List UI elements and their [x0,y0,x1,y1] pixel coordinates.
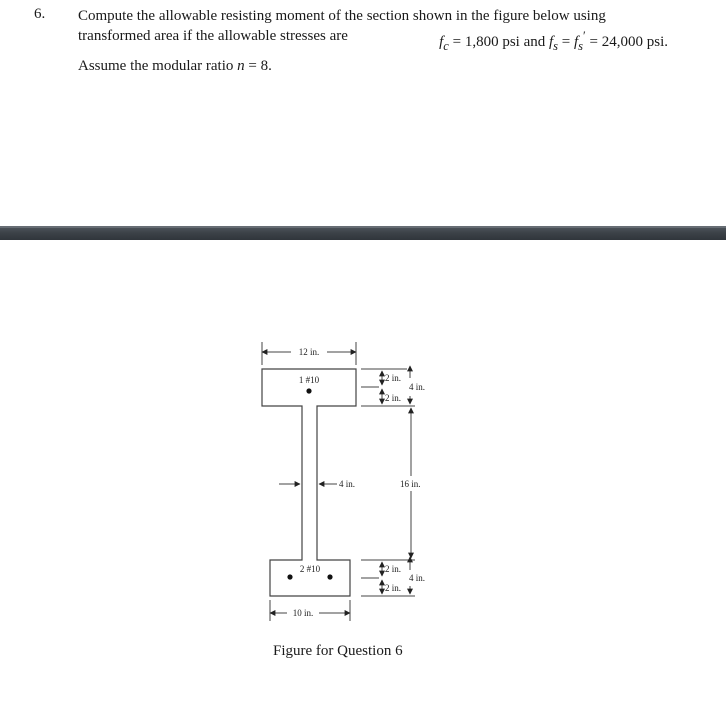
top-dim-b-label: 2 in. [385,393,402,403]
equals-sign: = [558,34,574,50]
n-symbol: n [237,58,245,74]
fc-value: = 1,800 psi and [448,34,546,50]
web-height-label: 16 in. [400,479,421,489]
beam-section-drawing [255,336,435,626]
bottom-dim-a-label: 2 in. [385,564,402,574]
bottom-rebar-left [287,574,292,579]
bottom-bar-label: 2 #10 [299,564,321,574]
fs-prime-symbol: f [574,34,579,50]
bottom-dim-total-label: 4 in. [409,573,426,583]
question-number: 6. [34,6,46,22]
fc-subscript: c [443,39,449,53]
bottom-rebar-right [327,574,332,579]
question-line-1-text: Compute the allowable resisting moment of the section shown in the figure below using [78,8,606,24]
question-line-1 [78,6,668,26]
allowable-stresses [439,26,668,56]
fs-symbol: f [548,34,554,50]
web-width-label: 4 in. [339,479,356,489]
prime-mark: ′ [583,29,586,43]
figure-caption: Figure for Question 6 [273,643,403,659]
fs-prime-subscript: s [578,39,584,53]
top-width-label: 12 in. [298,347,320,357]
beam-section-figure [255,336,435,631]
section-divider [0,226,726,240]
bottom-width-label: 10 in. [292,608,314,618]
question-line-2 [78,26,668,56]
fc-symbol: f [439,34,444,50]
top-dim-a-label: 2 in. [385,373,402,383]
fs-value: = 24,000 psi. [585,34,668,50]
top-bar-label: 1 #10 [298,375,320,385]
modular-ratio-value: = 8. [244,58,272,74]
question-text [78,6,668,76]
top-rebar [306,388,311,393]
question-line-3 [78,56,668,76]
bottom-dim-b-label: 2 in. [385,583,402,593]
fs-subscript: s [553,39,559,53]
question-line-2-lead: transformed area if the allowable stresses are [78,28,348,44]
question-line-3-text: Assume the modular ratio [78,58,234,74]
top-dim-total-label: 4 in. [409,382,426,392]
